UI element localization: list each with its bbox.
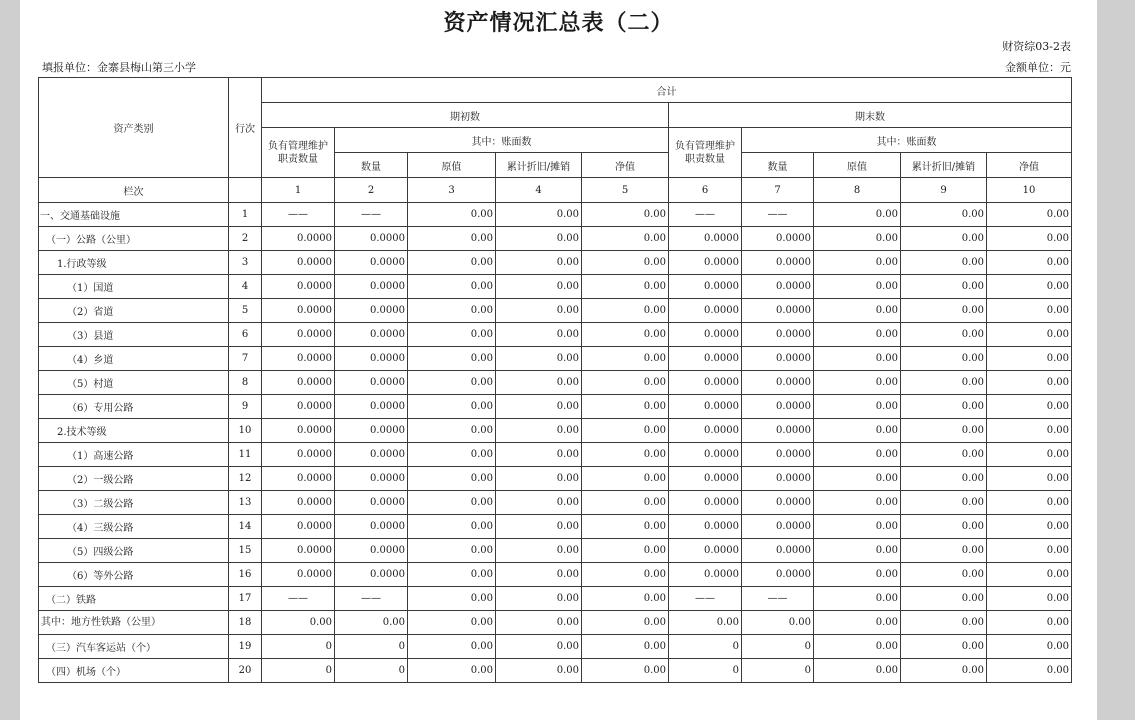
row-value: 0.0000 [669, 275, 742, 299]
table-row [39, 467, 1072, 491]
row-value: 0.0000 [262, 347, 335, 371]
row-value: 0.00 [814, 611, 901, 635]
row-value: 0.00 [408, 659, 496, 683]
row-value: 0.0000 [335, 251, 408, 275]
row-value: 0.0000 [742, 395, 814, 419]
table-row [39, 395, 1072, 419]
header-closing-depreciation: 累计折旧/摊销 [901, 153, 987, 178]
col-label: 栏次 [39, 178, 229, 203]
table-row [39, 251, 1072, 275]
row-value: 0.00 [987, 635, 1072, 659]
row-value: 0.0000 [669, 227, 742, 251]
row-category: （1）国道 [39, 275, 229, 299]
row-value: 0.00 [669, 611, 742, 635]
row-value: 0.00 [742, 611, 814, 635]
row-value: 0.00 [408, 611, 496, 635]
row-value: 0.00 [987, 467, 1072, 491]
row-value: 0.00 [408, 635, 496, 659]
row-value: 0.00 [987, 251, 1072, 275]
row-value: 0.00 [496, 395, 582, 419]
row-value: 0.00 [582, 323, 669, 347]
row-value: 0.00 [408, 227, 496, 251]
row-value: 0.0000 [335, 347, 408, 371]
row-value: 0.00 [582, 491, 669, 515]
row-value: 0.00 [408, 299, 496, 323]
row-value: 0.00 [901, 323, 987, 347]
row-value: 0.0000 [262, 515, 335, 539]
row-category: （6）专用公路 [39, 395, 229, 419]
row-value: 0.00 [582, 611, 669, 635]
row-value: 0.00 [582, 395, 669, 419]
row-value: 0.00 [901, 467, 987, 491]
table-row [39, 227, 1072, 251]
row-value: 0.0000 [335, 227, 408, 251]
header-closing-original: 原值 [814, 153, 901, 178]
row-value: 0.00 [582, 467, 669, 491]
row-value: 0.00 [408, 587, 496, 611]
row-value: 0 [669, 635, 742, 659]
col-number: 10 [987, 178, 1072, 203]
row-value: 0.0000 [742, 563, 814, 587]
header-closing: 期末数 [669, 103, 1072, 128]
row-value: 0.00 [496, 539, 582, 563]
row-value: 0.00 [814, 515, 901, 539]
row-value: 0.00 [408, 539, 496, 563]
col-number: 2 [335, 178, 408, 203]
row-value: 0.0000 [335, 299, 408, 323]
row-line-no: 5 [229, 299, 262, 323]
row-value: 0.00 [901, 419, 987, 443]
row-value: 0.00 [496, 635, 582, 659]
row-value: 0.0000 [742, 371, 814, 395]
row-value: 0.00 [582, 347, 669, 371]
row-value: 0 [335, 635, 408, 659]
row-value: —— [669, 203, 742, 227]
row-value: 0.00 [408, 395, 496, 419]
row-value: 0.0000 [262, 251, 335, 275]
header-opening-qty: 数量 [335, 153, 408, 178]
row-value: 0.00 [987, 371, 1072, 395]
row-value: 0.00 [408, 491, 496, 515]
row-value: 0.00 [987, 515, 1072, 539]
row-value: —— [262, 587, 335, 611]
row-value: 0.00 [901, 539, 987, 563]
row-line-no: 1 [229, 203, 262, 227]
row-value: 0.0000 [669, 443, 742, 467]
row-value: 0.00 [408, 443, 496, 467]
row-category: 2.技术等级 [39, 419, 229, 443]
row-value: 0.0000 [669, 539, 742, 563]
row-category: 一、交通基础设施 [39, 203, 229, 227]
row-value: 0.0000 [262, 419, 335, 443]
row-value: 0.00 [901, 443, 987, 467]
row-value: 0.00 [814, 635, 901, 659]
row-value: 0.0000 [669, 347, 742, 371]
table-row [39, 659, 1072, 683]
row-line-no: 20 [229, 659, 262, 683]
row-value: 0.00 [582, 227, 669, 251]
row-value: 0.0000 [669, 395, 742, 419]
row-value: 0.00 [814, 419, 901, 443]
row-value: 0.0000 [335, 563, 408, 587]
column-number-row [39, 178, 1072, 203]
row-value: 0.00 [901, 587, 987, 611]
row-value: 0.00 [987, 323, 1072, 347]
row-line-no: 9 [229, 395, 262, 419]
row-value: 0.0000 [669, 299, 742, 323]
col-number: 6 [669, 178, 742, 203]
row-value: 0.00 [496, 275, 582, 299]
row-value: 0.0000 [335, 323, 408, 347]
row-value: 0.00 [408, 203, 496, 227]
row-value: 0 [742, 659, 814, 683]
row-value: 0.0000 [669, 515, 742, 539]
row-line-no: 19 [229, 635, 262, 659]
row-category: （5）四级公路 [39, 539, 229, 563]
row-value: 0.00 [901, 515, 987, 539]
header-opening-original: 原值 [408, 153, 496, 178]
row-value: 0.00 [814, 347, 901, 371]
report-sheet [20, 0, 1097, 720]
row-value: 0.00 [901, 203, 987, 227]
row-value: 0.0000 [669, 323, 742, 347]
row-value: 0.00 [496, 491, 582, 515]
row-category: （一）公路（公里） [39, 227, 229, 251]
row-category: （2）省道 [39, 299, 229, 323]
col-number: 7 [742, 178, 814, 203]
row-value: 0.0000 [669, 371, 742, 395]
row-value: 0.00 [496, 563, 582, 587]
col-label-blank [229, 178, 262, 203]
row-value: 0.0000 [742, 467, 814, 491]
row-value: 0.0000 [742, 299, 814, 323]
col-number: 1 [262, 178, 335, 203]
row-value: 0.00 [814, 323, 901, 347]
row-category: 其中：地方性铁路（公里） [39, 611, 229, 635]
row-value: 0.00 [987, 227, 1072, 251]
row-value: —— [335, 587, 408, 611]
header-closing-book: 其中：账面数 [742, 128, 1072, 153]
row-value: 0.0000 [262, 539, 335, 563]
row-value: 0.00 [408, 251, 496, 275]
row-value: 0.00 [582, 635, 669, 659]
row-value: 0.0000 [669, 419, 742, 443]
row-value: 0.00 [814, 299, 901, 323]
header-opening-mgmt-qty: 负有管理维护职责数量 [262, 128, 335, 178]
form-number: 财资综03-2表 [1002, 40, 1071, 53]
table-row [39, 443, 1072, 467]
table-row [39, 563, 1072, 587]
row-value: 0 [742, 635, 814, 659]
row-value: 0.0000 [262, 323, 335, 347]
table-row [39, 635, 1072, 659]
row-value: —— [262, 203, 335, 227]
row-category: （四）机场（个） [39, 659, 229, 683]
table-row [39, 539, 1072, 563]
row-value: 0.00 [814, 251, 901, 275]
row-value: 0.00 [814, 563, 901, 587]
row-category: （三）汽车客运站（个） [39, 635, 229, 659]
row-value: 0.00 [901, 611, 987, 635]
row-value: 0.00 [987, 347, 1072, 371]
row-value: 0.00 [408, 323, 496, 347]
header-opening-book: 其中：账面数 [335, 128, 669, 153]
row-value: 0.0000 [262, 371, 335, 395]
row-value: 0.00 [408, 419, 496, 443]
row-value: 0.00 [408, 563, 496, 587]
table-row [39, 491, 1072, 515]
row-value: 0.0000 [262, 467, 335, 491]
row-value: 0.00 [496, 515, 582, 539]
row-value: 0.00 [987, 395, 1072, 419]
row-value: 0.0000 [669, 491, 742, 515]
row-value: —— [669, 587, 742, 611]
row-value: 0.0000 [742, 443, 814, 467]
row-value: 0.00 [408, 275, 496, 299]
row-value: 0.00 [814, 659, 901, 683]
table-row [39, 371, 1072, 395]
row-line-no: 17 [229, 587, 262, 611]
row-value: 0 [335, 659, 408, 683]
row-value: 0.00 [814, 443, 901, 467]
row-value: 0.00 [408, 515, 496, 539]
row-value: 0.00 [582, 203, 669, 227]
row-value: 0.00 [814, 539, 901, 563]
row-line-no: 8 [229, 371, 262, 395]
col-number: 9 [901, 178, 987, 203]
header-closing-net: 净值 [987, 153, 1072, 178]
row-value: 0.00 [814, 395, 901, 419]
row-value: 0.00 [582, 515, 669, 539]
row-category: 1.行政等级 [39, 251, 229, 275]
row-value: 0.00 [987, 275, 1072, 299]
row-value: 0.0000 [335, 371, 408, 395]
row-value: 0.00 [496, 251, 582, 275]
row-value: 0.00 [582, 587, 669, 611]
row-category: （6）等外公路 [39, 563, 229, 587]
row-value: 0.0000 [335, 515, 408, 539]
row-line-no: 6 [229, 323, 262, 347]
row-value: 0.00 [901, 275, 987, 299]
report-title: 资产情况汇总表（二） [443, 10, 674, 36]
row-value: 0.00 [987, 659, 1072, 683]
row-value: 0.00 [582, 659, 669, 683]
row-value: 0.0000 [742, 275, 814, 299]
row-value: 0.00 [814, 227, 901, 251]
row-line-no: 15 [229, 539, 262, 563]
row-value: 0.00 [496, 467, 582, 491]
row-line-no: 4 [229, 275, 262, 299]
row-line-no: 12 [229, 467, 262, 491]
row-value: 0.00 [496, 299, 582, 323]
row-value: 0.00 [496, 419, 582, 443]
table-row [39, 587, 1072, 611]
row-value: 0.00 [814, 371, 901, 395]
header-closing-mgmt-qty: 负有管理维护职责数量 [669, 128, 742, 178]
row-value: 0.0000 [742, 227, 814, 251]
row-value: 0.00 [814, 203, 901, 227]
row-category: （2）一级公路 [39, 467, 229, 491]
row-value: 0.00 [408, 347, 496, 371]
row-value: 0.00 [901, 659, 987, 683]
row-line-no: 16 [229, 563, 262, 587]
row-value: 0.00 [582, 299, 669, 323]
row-value: 0.00 [901, 299, 987, 323]
row-value: 0.00 [496, 203, 582, 227]
asset-summary-table [38, 77, 1072, 683]
row-value: 0.0000 [262, 491, 335, 515]
row-value: 0.0000 [335, 275, 408, 299]
row-value: 0.00 [582, 443, 669, 467]
row-value: 0.00 [582, 539, 669, 563]
row-value: 0.00 [814, 275, 901, 299]
row-value: 0.0000 [335, 539, 408, 563]
row-value: 0.00 [901, 371, 987, 395]
row-line-no: 18 [229, 611, 262, 635]
row-value: 0.00 [814, 587, 901, 611]
header-line-no: 行次 [229, 78, 262, 178]
row-line-no: 2 [229, 227, 262, 251]
row-value: 0.00 [582, 251, 669, 275]
row-value: 0.0000 [262, 227, 335, 251]
row-value: 0.0000 [742, 347, 814, 371]
table-row [39, 515, 1072, 539]
row-value: 0.0000 [335, 395, 408, 419]
header-total: 合计 [262, 78, 1072, 103]
row-value: 0.00 [496, 587, 582, 611]
row-value: 0.00 [262, 611, 335, 635]
table-header [39, 78, 1072, 203]
row-value: 0.00 [987, 491, 1072, 515]
currency-unit: 金额单位：元 [1005, 61, 1071, 74]
row-line-no: 3 [229, 251, 262, 275]
row-value: 0 [262, 659, 335, 683]
row-value: 0.00 [987, 299, 1072, 323]
header-category: 资产类别 [39, 78, 229, 178]
row-value: 0.0000 [335, 443, 408, 467]
col-number: 8 [814, 178, 901, 203]
col-number: 5 [582, 178, 669, 203]
header-opening-net: 净值 [582, 153, 669, 178]
row-value: 0.00 [987, 611, 1072, 635]
row-value: 0.00 [987, 539, 1072, 563]
row-value: 0.00 [496, 227, 582, 251]
row-category: （4）三级公路 [39, 515, 229, 539]
row-category: （3）二级公路 [39, 491, 229, 515]
row-value: 0.0000 [262, 275, 335, 299]
row-value: 0.00 [901, 563, 987, 587]
table-row [39, 299, 1072, 323]
row-value: 0.0000 [742, 515, 814, 539]
header-closing-qty: 数量 [742, 153, 814, 178]
row-value: 0.00 [496, 611, 582, 635]
col-number: 3 [408, 178, 496, 203]
row-value: 0.0000 [669, 467, 742, 491]
row-line-no: 7 [229, 347, 262, 371]
row-line-no: 13 [229, 491, 262, 515]
table-row [39, 347, 1072, 371]
row-value: 0.00 [901, 635, 987, 659]
row-value: 0.00 [987, 563, 1072, 587]
row-category: （5）村道 [39, 371, 229, 395]
row-value: 0.0000 [669, 563, 742, 587]
row-value: 0.00 [901, 347, 987, 371]
row-value: 0.00 [901, 491, 987, 515]
row-value: 0.00 [987, 587, 1072, 611]
row-value: 0 [262, 635, 335, 659]
row-value: 0.00 [496, 323, 582, 347]
row-value: 0.0000 [335, 491, 408, 515]
row-value: 0.0000 [262, 443, 335, 467]
row-value: 0.0000 [262, 395, 335, 419]
table-row [39, 323, 1072, 347]
row-value: 0.00 [814, 491, 901, 515]
row-value: 0.0000 [742, 251, 814, 275]
row-value: 0.00 [496, 443, 582, 467]
row-value: 0.00 [335, 611, 408, 635]
row-value: 0.00 [901, 251, 987, 275]
row-value: 0.0000 [335, 419, 408, 443]
row-value: —— [742, 587, 814, 611]
table-row [39, 275, 1072, 299]
row-line-no: 10 [229, 419, 262, 443]
row-value: 0.00 [408, 371, 496, 395]
row-value: 0 [669, 659, 742, 683]
row-value: 0.0000 [742, 419, 814, 443]
row-value: 0.00 [496, 371, 582, 395]
row-value: 0.00 [901, 227, 987, 251]
row-value: 0.00 [582, 563, 669, 587]
row-value: 0.00 [582, 371, 669, 395]
row-value: 0.00 [814, 467, 901, 491]
row-value: 0.0000 [262, 563, 335, 587]
row-value: 0.00 [901, 395, 987, 419]
row-line-no: 11 [229, 443, 262, 467]
row-value: —— [742, 203, 814, 227]
row-category: （3）县道 [39, 323, 229, 347]
row-value: 0.00 [582, 275, 669, 299]
row-value: 0.0000 [742, 491, 814, 515]
row-value: 0.0000 [742, 539, 814, 563]
row-category: （1）高速公路 [39, 443, 229, 467]
table-body [39, 203, 1072, 683]
row-category: （二）铁路 [39, 587, 229, 611]
row-value: 0.00 [582, 419, 669, 443]
row-value: 0.0000 [742, 323, 814, 347]
reporting-unit: 填报单位：金寨县梅山第三小学 [42, 61, 196, 74]
row-value: 0.00 [987, 203, 1072, 227]
row-value: 0.00 [496, 659, 582, 683]
table-row [39, 419, 1072, 443]
row-value: 0.00 [496, 347, 582, 371]
row-value: 0.0000 [262, 299, 335, 323]
row-line-no: 14 [229, 515, 262, 539]
row-value: —— [335, 203, 408, 227]
header-opening-depreciation: 累计折旧/摊销 [496, 153, 582, 178]
row-value: 0.0000 [335, 467, 408, 491]
table-row [39, 203, 1072, 227]
row-value: 0.0000 [669, 251, 742, 275]
row-value: 0.00 [987, 419, 1072, 443]
col-number: 4 [496, 178, 582, 203]
row-category: （4）乡道 [39, 347, 229, 371]
row-value: 0.00 [987, 443, 1072, 467]
row-value: 0.00 [408, 467, 496, 491]
table-row [39, 611, 1072, 635]
header-opening: 期初数 [262, 103, 669, 128]
